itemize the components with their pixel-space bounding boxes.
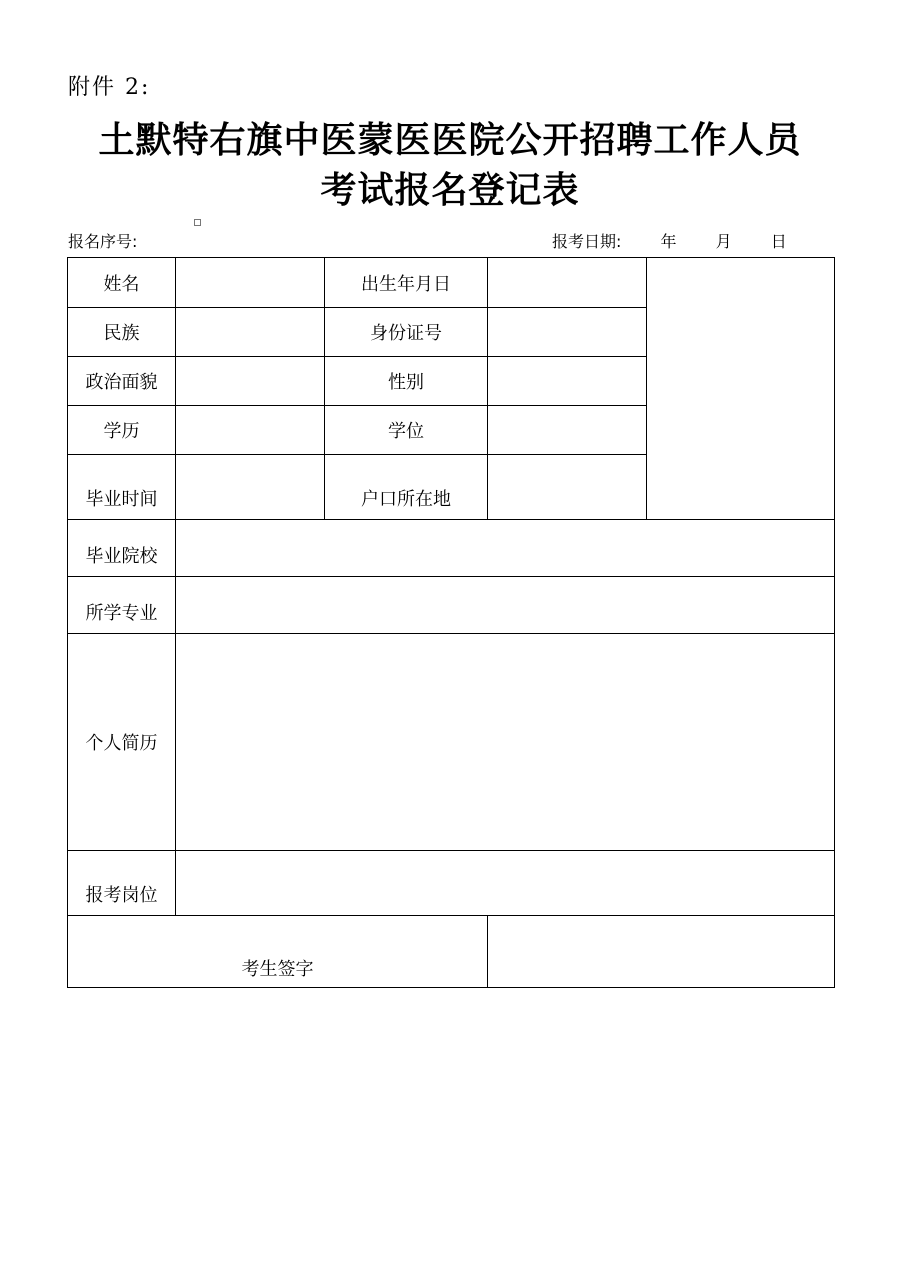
- birth-date-label: 出生年月日: [325, 258, 488, 308]
- education-label: 学历: [68, 406, 176, 455]
- signature-field[interactable]: [488, 916, 835, 988]
- day-label: 日: [770, 232, 787, 251]
- position-field[interactable]: [176, 851, 835, 916]
- major-field[interactable]: [176, 577, 835, 634]
- month-label: 月: [715, 232, 732, 251]
- education-field[interactable]: [176, 406, 325, 455]
- gender-field[interactable]: [488, 357, 647, 406]
- political-status-field[interactable]: [176, 357, 325, 406]
- major-label: 所学专业: [68, 577, 176, 634]
- application-date: [552, 229, 787, 252]
- degree-field[interactable]: [488, 406, 647, 455]
- household-location-label: 户口所在地: [325, 455, 488, 520]
- document-title-line1: 土默特右旗中医蒙医医院公开招聘工作人员: [98, 119, 802, 161]
- position-label: 报考岗位: [68, 851, 176, 916]
- year-label: 年: [660, 232, 677, 251]
- gender-label: 性别: [325, 357, 488, 406]
- resume-label: 个人简历: [68, 634, 176, 851]
- signature-label: 考生签字: [68, 916, 488, 988]
- serial-number-label: 报名序号:: [68, 232, 138, 251]
- graduation-school-field[interactable]: [176, 520, 835, 577]
- date-label: 报考日期:: [552, 232, 622, 251]
- document-title-line2: 考试报名登记表: [320, 169, 580, 211]
- name-field[interactable]: [176, 258, 325, 308]
- name-label: 姓名: [68, 258, 176, 308]
- registration-form-table: [67, 257, 835, 988]
- graduation-time-field[interactable]: [176, 455, 325, 520]
- birth-date-field[interactable]: [488, 258, 647, 308]
- attachment-label: 附件 2:: [68, 75, 151, 100]
- id-number-field[interactable]: [488, 308, 647, 357]
- degree-label: 学位: [325, 406, 488, 455]
- graduation-school-label: 毕业院校: [68, 520, 176, 577]
- photo-area[interactable]: [647, 258, 835, 520]
- small-square-mark: [194, 219, 201, 226]
- id-number-label: 身份证号: [325, 308, 488, 357]
- ethnicity-label: 民族: [68, 308, 176, 357]
- graduation-time-label: 毕业时间: [68, 455, 176, 520]
- ethnicity-field[interactable]: [176, 308, 325, 357]
- resume-field[interactable]: [176, 634, 835, 851]
- political-status-label: 政治面貌: [68, 357, 176, 406]
- household-location-field[interactable]: [488, 455, 647, 520]
